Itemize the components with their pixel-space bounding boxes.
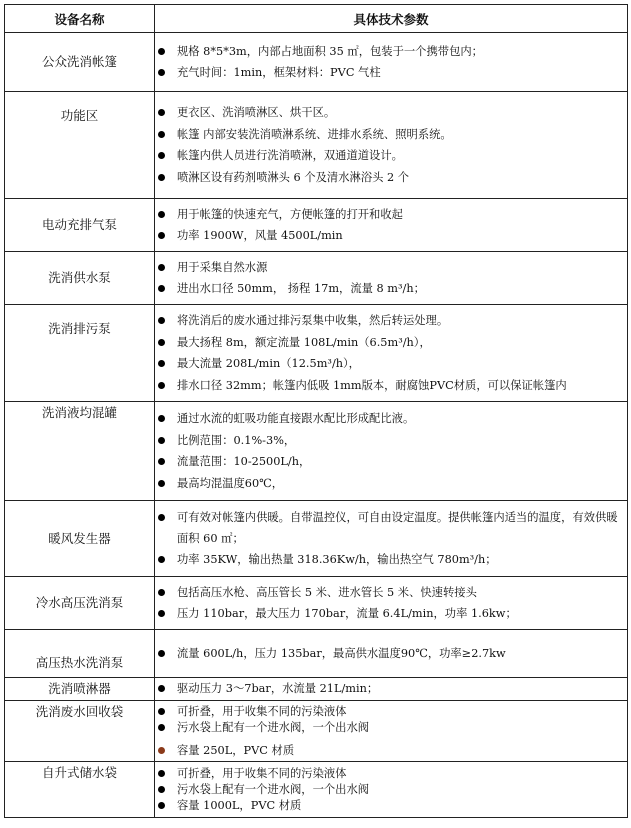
spec-item: 驱动压力 3～7bar，水流量 21L/min； <box>155 678 627 700</box>
equipment-name: 高压热水洗消泵 <box>5 630 155 678</box>
equipment-name: 功能区 <box>5 92 155 199</box>
table-row <box>5 701 628 762</box>
spec-item: 流量范围：10-2500L/h， <box>155 451 627 473</box>
spec-item: 流量 600L/h，压力 135bar，最高供水温度90℃，功率≥2.7kw <box>155 643 627 665</box>
table-row <box>5 402 628 501</box>
spec-item: 规格 8*5*3m，内部占地面积 35 ㎡，包装于一个携带包内； <box>155 41 627 63</box>
spec-item: 进出水口径 50mm， 扬程 17m，流量 8 m³/h； <box>155 278 627 300</box>
spec-item: 最大扬程 8m，额定流量 108L/min（6.5m³/h）， <box>155 332 627 354</box>
equipment-name: 公众洗消帐篷 <box>5 33 155 92</box>
equipment-name: 自升式储水袋 <box>5 762 155 818</box>
spec-item: 用于采集自然水源 <box>155 257 627 279</box>
equipment-name: 暖风发生器 <box>5 501 155 577</box>
spec-item: 可折叠，用于收集不同的污染液体 <box>155 766 627 782</box>
spec-item: 帐篷内供人员进行洗消喷淋，双通道道设计。 <box>155 145 627 167</box>
spec-item: 充气时间：1min，框架材料：PVC 气柱 <box>155 62 627 84</box>
header-row <box>5 5 628 33</box>
spec-item: 喷淋区设有药剂喷淋头 6 个及清水淋浴头 2 个 <box>155 167 627 189</box>
spec-item: 功率 1900W，风量 4500L/min <box>155 225 627 247</box>
equipment-name: 洗消排污泵 <box>5 305 155 402</box>
spec-item: 用于帐篷的快速充气，方便帐篷的打开和收起 <box>155 204 627 226</box>
spec-item: 可有效对帐篷内供暖。自带温控仪，可自由设定温度。提供帐篷内适当的温度，有效供暖面积 60 ㎡； <box>155 507 627 549</box>
equipment-name: 电动充排气泵 <box>5 199 155 252</box>
spec-item: 更衣区、洗消喷淋区、烘干区。 <box>155 102 627 124</box>
header-spec-params: 具体技术参数 <box>155 5 628 33</box>
spec-item: 排水口径 32mm；帐篷内低吸 1mm版本，耐腐蚀PVC材质，可以保证帐篷内 <box>155 375 627 397</box>
spec-item: 帐篷 内部安装洗消喷淋系统、进排水系统、照明系统。 <box>155 124 627 146</box>
table-row <box>5 762 628 818</box>
equipment-name: 冷水高压洗消泵 <box>5 577 155 630</box>
equipment-name: 洗消供水泵 <box>5 252 155 305</box>
spec-item: 污水袋上配有一个进水阀，一个出水阀 <box>155 720 627 736</box>
spec-item: 包括高压水枪、高压管长 5 米、进水管长 5 米、快速转接头 <box>155 582 627 604</box>
spec-item: 最大流量 208L/min（12.5m³/h）， <box>155 353 627 375</box>
spec-item: 最高均混温度60℃， <box>155 473 627 495</box>
spec-table <box>4 4 628 818</box>
equipment-name: 洗消液均混罐 <box>5 402 155 501</box>
spec-item: 功率 35KW，输出热量 318.36Kw/h，输出热空气 780m³/h； <box>155 549 627 571</box>
table-row <box>5 92 628 199</box>
equipment-name: 洗消废水回收袋 <box>5 701 155 762</box>
table-row <box>5 678 628 701</box>
equipment-name: 洗消喷淋器 <box>5 678 155 701</box>
spec-item: 通过水流的虹吸功能直接跟水配比形成配比液。 <box>155 408 627 430</box>
table-row <box>5 630 628 678</box>
spec-item: 可折叠，用于收集不同的污染液体 <box>155 704 627 720</box>
spec-item: 容量 1000L，PVC 材质 <box>155 798 627 814</box>
table-row <box>5 577 628 630</box>
table-row <box>5 199 628 252</box>
spec-item: 比例范围：0.1%-3%， <box>155 430 627 452</box>
table-row <box>5 252 628 305</box>
spec-item: 容量 250L，PVC 材质 <box>155 743 627 759</box>
table-row <box>5 501 628 577</box>
spec-item: 将洗消后的废水通过排污泵集中收集，然后转运处理。 <box>155 310 627 332</box>
table-row <box>5 305 628 402</box>
spec-item: 压力 110bar，最大压力 170bar，流量 6.4L/min，功率 1.6kw； <box>155 603 627 625</box>
spec-item: 污水袋上配有一个进水阀，一个出水阀 <box>155 782 627 798</box>
table-row <box>5 33 628 92</box>
header-equipment-name: 设备名称 <box>5 5 155 33</box>
